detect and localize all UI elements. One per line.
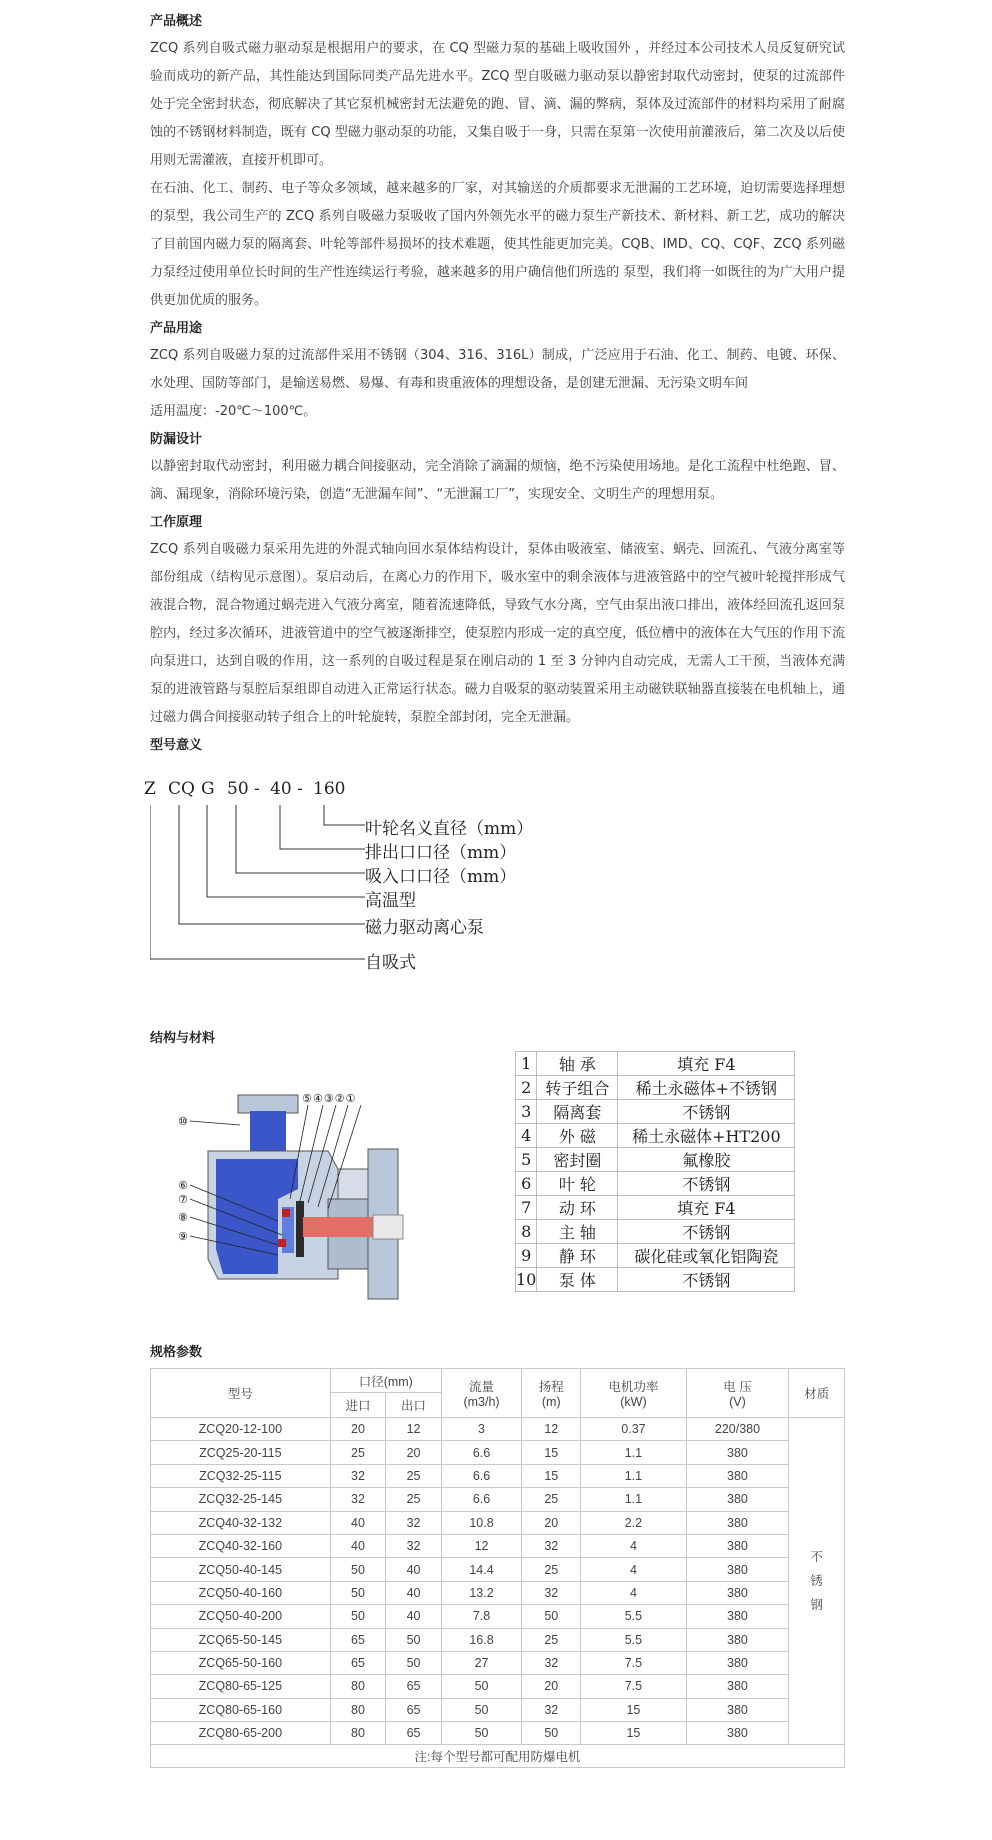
specs-row [151, 1651, 845, 1674]
cell-inlet: 50 [330, 1581, 386, 1604]
cell-flow: 7.8 [441, 1605, 521, 1628]
cell-head: 25 [522, 1558, 581, 1581]
cell-model: ZCQ50-40-200 [151, 1605, 331, 1628]
cell-outlet: 40 [386, 1581, 442, 1604]
cell-head: 15 [522, 1441, 581, 1464]
usage-temperature: 适用温度：-20℃～100℃。 [150, 404, 317, 419]
header-flow-unit: (m3/h) [463, 1395, 500, 1409]
cell-flow: 13.2 [441, 1581, 521, 1604]
header-voltage [686, 1369, 789, 1418]
parts-materials-table [515, 1051, 795, 1292]
part-name: 主 轴 [537, 1220, 618, 1244]
cell-power: 1.1 [581, 1464, 686, 1487]
parts-row [516, 1124, 795, 1148]
part-material: 碳化硅或氧化铝陶瓷 [618, 1244, 795, 1268]
part-material: 填充 F4 [618, 1196, 795, 1220]
parts-row [516, 1052, 795, 1076]
model-meaning-diagram [144, 767, 845, 1002]
cell-voltage: 380 [686, 1441, 789, 1464]
usage-title: 产品用途 [150, 321, 203, 336]
cell-material [789, 1418, 845, 1745]
cell-inlet: 20 [330, 1418, 386, 1441]
specs-row [151, 1581, 845, 1604]
cell-inlet: 32 [330, 1488, 386, 1511]
part-number: 2 [516, 1076, 537, 1100]
part-number: 7 [516, 1196, 537, 1220]
cell-voltage: 380 [686, 1511, 789, 1534]
cell-inlet: 40 [330, 1534, 386, 1557]
parts-row [516, 1220, 795, 1244]
header-head-unit: (m) [541, 1395, 561, 1409]
part-material: 不锈钢 [618, 1100, 795, 1124]
cell-voltage: 380 [686, 1651, 789, 1674]
specs-row [151, 1605, 845, 1628]
header-head [522, 1369, 581, 1418]
callout-8: ⑧ [178, 1211, 188, 1224]
callout-7: ⑦ [178, 1193, 188, 1206]
cell-inlet: 80 [330, 1722, 386, 1745]
cell-flow: 12 [441, 1534, 521, 1557]
header-power-label: 电机功率 [608, 1380, 659, 1394]
part-name: 动 环 [537, 1196, 618, 1220]
cell-model: ZCQ80-65-125 [151, 1675, 331, 1698]
meaning-high-temp: 高温型 [365, 891, 416, 911]
cell-flow: 27 [441, 1651, 521, 1674]
code-z: Z [144, 779, 156, 799]
cell-voltage: 380 [686, 1698, 789, 1721]
cell-power: 5.5 [581, 1628, 686, 1651]
header-flow-label: 流量 [469, 1380, 495, 1394]
part-name: 静 环 [537, 1244, 618, 1268]
cell-inlet: 32 [330, 1464, 386, 1487]
cell-inlet: 50 [330, 1558, 386, 1581]
part-name: 叶 轮 [537, 1172, 618, 1196]
header-material: 材质 [789, 1369, 845, 1418]
specs-row [151, 1698, 845, 1721]
callouts-1-to-5: ⑤④③②① [302, 1092, 357, 1105]
cell-inlet: 80 [330, 1698, 386, 1721]
header-caliber: 口径(mm) [330, 1369, 441, 1393]
parts-row [516, 1100, 795, 1124]
header-flow [441, 1369, 521, 1418]
parts-row [516, 1076, 795, 1100]
header-voltage-label: 电 压 [723, 1380, 752, 1394]
cell-flow: 3 [441, 1418, 521, 1441]
cell-outlet: 20 [386, 1441, 442, 1464]
part-material: 不锈钢 [618, 1220, 795, 1244]
cell-inlet: 80 [330, 1675, 386, 1698]
part-number: 10 [516, 1268, 537, 1292]
part-number: 4 [516, 1124, 537, 1148]
header-power [581, 1369, 686, 1418]
cell-voltage: 380 [686, 1464, 789, 1487]
header-power-unit: (kW) [620, 1395, 647, 1409]
cell-outlet: 40 [386, 1605, 442, 1628]
cell-outlet: 25 [386, 1464, 442, 1487]
meaning-outlet-caliber: 排出口口径（mm） [365, 843, 517, 863]
cell-model: ZCQ20-12-100 [151, 1418, 331, 1441]
cell-voltage: 380 [686, 1605, 789, 1628]
cell-flow: 6.6 [441, 1488, 521, 1511]
cell-head: 50 [522, 1605, 581, 1628]
cell-model: ZCQ80-65-160 [151, 1698, 331, 1721]
cell-power: 4 [581, 1534, 686, 1557]
specs-row [151, 1511, 845, 1534]
parts-row [516, 1172, 795, 1196]
cell-head: 32 [522, 1534, 581, 1557]
part-material: 稀土永磁体+不锈钢 [618, 1076, 795, 1100]
specs-row [151, 1675, 845, 1698]
callout-9: ⑨ [178, 1230, 188, 1243]
specs-row [151, 1418, 845, 1441]
specs-row [151, 1628, 845, 1651]
pump-cross-section-diagram [178, 1089, 408, 1304]
code-outlet: 40 [270, 779, 292, 799]
part-name: 密封圈 [537, 1148, 618, 1172]
specs-row [151, 1441, 845, 1464]
cell-head: 50 [522, 1722, 581, 1745]
part-name: 转子组合 [537, 1076, 618, 1100]
cell-flow: 50 [441, 1675, 521, 1698]
part-material: 氟橡胶 [618, 1148, 795, 1172]
parts-row [516, 1196, 795, 1220]
cell-flow: 6.6 [441, 1441, 521, 1464]
part-number: 3 [516, 1100, 537, 1124]
cell-outlet: 32 [386, 1534, 442, 1557]
header-voltage-unit: (V) [729, 1395, 746, 1409]
leakproof-title: 防漏设计 [150, 432, 203, 447]
cell-power: 4 [581, 1558, 686, 1581]
cell-inlet: 65 [330, 1628, 386, 1651]
part-material: 填充 F4 [618, 1052, 795, 1076]
cell-voltage: 380 [686, 1558, 789, 1581]
cell-power: 15 [581, 1698, 686, 1721]
usage-paragraph: ZCQ 系列自吸磁力泵的过流部件采用不锈钢（304、316、316L）制成，广泛应用于石油、化工、制药、电镀、环保、水处理、国防等部门，是输送易燃、易爆、有毒和贵重液体的理想设备，是创建无泄漏、无污染文明车间 [150, 348, 845, 391]
cell-head: 25 [522, 1488, 581, 1511]
code-cq: CQ [168, 779, 195, 799]
overview-paragraph-2: 在石油、化工、制药、电子等众多领域，越来越多的厂家，对其输送的介质都要求无泄漏的工艺环境，迫切需要选择理想的泵型，我公司生产的 ZCQ 系列自吸磁力泵吸收了国内外领先水平的磁力泵生产新技术、新材料、新工艺，成功的解决了目前国内磁力泵的隔离套、叶轮等部件易损坏的技术难题，使其性能更加完美。CQB、IMD、CQ、CQF、ZCQ 系列磁力泵经过使用单位长时间的生产性连续运行考验，越来越多的用户确信他们所选的 泵型，我们将一如既往的为广大用户提供更加优质的服务。 [150, 181, 845, 308]
callout-6: ⑥ [178, 1179, 188, 1192]
part-number: 6 [516, 1172, 537, 1196]
cell-power: 5.5 [581, 1605, 686, 1628]
cell-head: 20 [522, 1675, 581, 1698]
cell-voltage: 380 [686, 1488, 789, 1511]
cell-head: 20 [522, 1511, 581, 1534]
structure-section [150, 1031, 845, 1337]
specs-row [151, 1464, 845, 1487]
cell-model: ZCQ32-25-115 [151, 1464, 331, 1487]
cell-flow: 14.4 [441, 1558, 521, 1581]
meaning-inlet-caliber: 吸入口口径（mm） [365, 867, 517, 887]
cell-model: ZCQ50-40-145 [151, 1558, 331, 1581]
cell-power: 4 [581, 1581, 686, 1604]
material-value: 不锈钢 [810, 1550, 823, 1613]
cell-voltage: 220/380 [686, 1418, 789, 1441]
header-model: 型号 [151, 1369, 331, 1418]
cell-flow: 50 [441, 1722, 521, 1745]
meaning-magnetic-pump: 磁力驱动离心泵 [365, 918, 484, 938]
specs-row [151, 1722, 845, 1745]
cell-power: 1.1 [581, 1441, 686, 1464]
parts-row [516, 1148, 795, 1172]
cell-outlet: 50 [386, 1651, 442, 1674]
specs-row [151, 1558, 845, 1581]
cell-outlet: 50 [386, 1628, 442, 1651]
cell-model: ZCQ40-32-160 [151, 1534, 331, 1557]
product-page [144, 0, 845, 1768]
cell-power: 0.37 [581, 1418, 686, 1441]
cell-inlet: 40 [330, 1511, 386, 1534]
meaning-self-priming: 自吸式 [365, 953, 416, 973]
code-g: G [201, 779, 215, 799]
code-impeller: 160 [313, 779, 346, 799]
cell-inlet: 65 [330, 1651, 386, 1674]
part-name: 泵 体 [537, 1268, 618, 1292]
specs-note: 注:每个型号都可配用防爆电机 [151, 1745, 845, 1768]
part-name: 外 磁 [537, 1124, 618, 1148]
cell-inlet: 50 [330, 1605, 386, 1628]
parts-row [516, 1244, 795, 1268]
cell-head: 12 [522, 1418, 581, 1441]
principle-title: 工作原理 [150, 515, 203, 530]
cell-power: 1.1 [581, 1488, 686, 1511]
code-dash-2: - [297, 779, 303, 799]
structure-title: 结构与材料 [150, 1031, 216, 1046]
cell-outlet: 40 [386, 1558, 442, 1581]
cell-model: ZCQ25-20-115 [151, 1441, 331, 1464]
cell-model: ZCQ40-32-132 [151, 1511, 331, 1534]
cell-power: 2.2 [581, 1511, 686, 1534]
cell-model: ZCQ65-50-145 [151, 1628, 331, 1651]
cell-power: 15 [581, 1722, 686, 1745]
part-number: 5 [516, 1148, 537, 1172]
cell-power: 7.5 [581, 1675, 686, 1698]
part-material: 稀土永磁体+HT200 [618, 1124, 795, 1148]
cell-voltage: 380 [686, 1628, 789, 1651]
cell-voltage: 380 [686, 1675, 789, 1698]
code-dash-1: - [254, 779, 260, 799]
code-inlet: 50 [227, 779, 249, 799]
cell-power: 7.5 [581, 1651, 686, 1674]
overview-paragraph-1: ZCQ 系列自吸式磁力驱动泵是根据用户的要求，在 CQ 型磁力泵的基础上吸收国外 ，并经过本公司技术人员反复研究试验而成功的新产品，其性能达到国际同类产品先进水平。ZCQ 型自吸磁力驱动泵以静密封取代动密封，使泵的过流部件处于完全密封状态，彻底解决了其它泵机械密封无法避免的跑、冒、滴、漏的弊病，泵体及过流部件的材料均采用了耐腐蚀的不锈钢材料制造，既有 CQ 型磁力驱动泵的功能，又集自吸于一身，只需在泵第一次使用前灌液后，第二次及以后使用则无需灌液，直接开机即可。 [150, 41, 845, 168]
principle-paragraph: ZCQ 系列自吸磁力泵采用先进的外混式轴向回水泵体结构设计，泵体由吸液室、储液室、蜗壳、回流孔、气液分离室等部份组成（结构见示意图）。泵启动后，在离心力的作用下，吸水室中的剩余液体与进液管路中的空气被叶轮搅拌形成气液混合物，混合物通过蜗壳进入气液分离室，随着流速降低，导致气水分离，空气由泵出液口排出，液体经回流孔返回泵腔内，经过多次循环，进液管道中的空气被逐渐排空，使泵腔内形成一定的真空度，低位槽中的液体在大气压的作用下流向泵进口，达到自吸的作用，这一系列的自吸过程是泵在刚启动的 1 至 3 分钟内自动完成，无需人工干预，当液体充满泵的进液管路与泵腔后泵组即自动进入正常运行状态。磁力自吸泵的驱动装置采用主动磁铁联轴器直接装在电机轴上，通过磁力偶合间接驱动转子组合上的叶轮旋转，泵腔全部封闭，完全无泄漏。 [150, 542, 845, 725]
cell-flow: 16.8 [441, 1628, 521, 1651]
overview-title: 产品概述 [150, 14, 203, 29]
cell-flow: 10.8 [441, 1511, 521, 1534]
cell-outlet: 65 [386, 1675, 442, 1698]
part-number: 8 [516, 1220, 537, 1244]
cell-outlet: 25 [386, 1488, 442, 1511]
specs-title: 规格参数 [150, 1345, 203, 1360]
part-number: 1 [516, 1052, 537, 1076]
callout-10: ⑩ [178, 1115, 188, 1128]
specs-table [150, 1368, 845, 1768]
cell-voltage: 380 [686, 1722, 789, 1745]
cell-model: ZCQ32-25-145 [151, 1488, 331, 1511]
cell-model: ZCQ80-65-200 [151, 1722, 331, 1745]
cell-outlet: 65 [386, 1698, 442, 1721]
part-material: 不锈钢 [618, 1172, 795, 1196]
meaning-impeller-diameter: 叶轮名义直径（mm） [365, 819, 534, 839]
cell-flow: 6.6 [441, 1464, 521, 1487]
cell-head: 25 [522, 1628, 581, 1651]
cell-inlet: 25 [330, 1441, 386, 1464]
specs-row [151, 1488, 845, 1511]
header-inlet: 进口 [330, 1393, 386, 1418]
cell-outlet: 65 [386, 1722, 442, 1745]
cell-head: 32 [522, 1651, 581, 1674]
specs-row [151, 1534, 845, 1557]
cell-voltage: 380 [686, 1581, 789, 1604]
model-meaning-title: 型号意义 [150, 738, 203, 753]
part-material: 不锈钢 [618, 1268, 795, 1292]
cell-model: ZCQ50-40-160 [151, 1581, 331, 1604]
leakproof-paragraph: 以静密封取代动密封，利用磁力耦合间接驱动，完全消除了滴漏的烦恼，绝不污染使用场地。是化工流程中杜绝跑、冒、滴、漏现象，消除环境污染，创造“无泄漏车间”、“无泄漏工厂”，实现安全、文明生产的理想用泵。 [150, 459, 845, 502]
parts-row [516, 1268, 795, 1292]
part-number: 9 [516, 1244, 537, 1268]
cell-head: 15 [522, 1464, 581, 1487]
header-head-label: 扬程 [538, 1380, 564, 1394]
cell-head: 32 [522, 1698, 581, 1721]
cell-voltage: 380 [686, 1534, 789, 1557]
cell-outlet: 12 [386, 1418, 442, 1441]
part-name: 隔离套 [537, 1100, 618, 1124]
cell-outlet: 32 [386, 1511, 442, 1534]
cell-model: ZCQ65-50-160 [151, 1651, 331, 1674]
part-name: 轴 承 [537, 1052, 618, 1076]
header-outlet: 出口 [386, 1393, 442, 1418]
cell-head: 32 [522, 1581, 581, 1604]
cell-flow: 50 [441, 1698, 521, 1721]
